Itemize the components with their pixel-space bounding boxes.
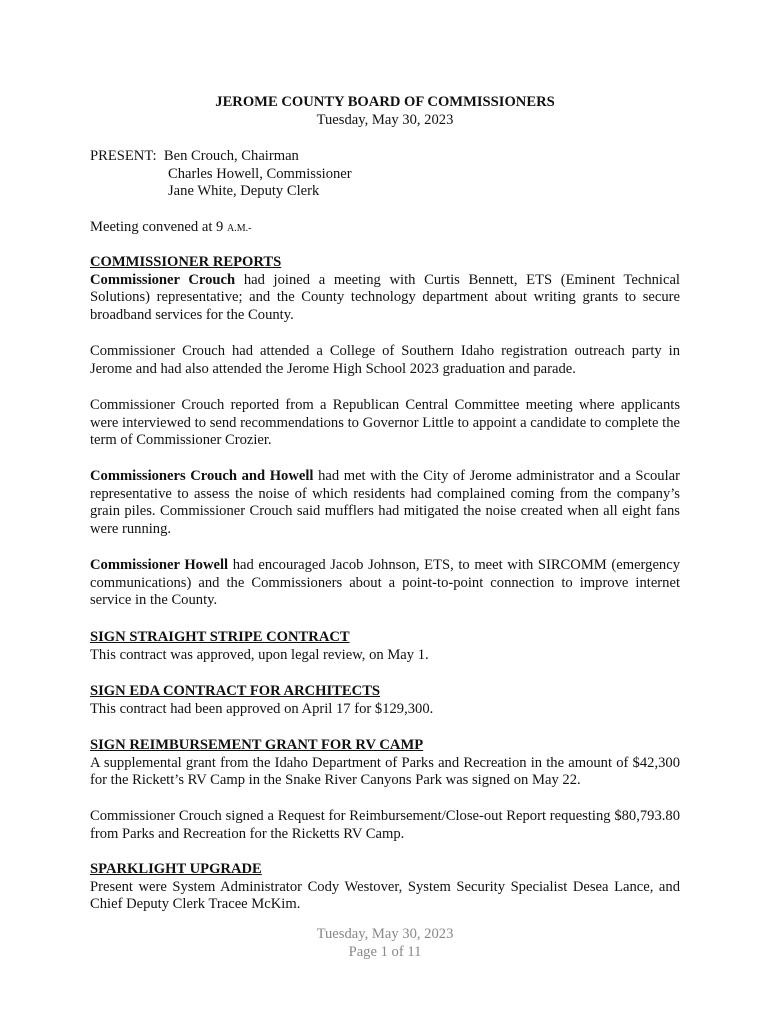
sparklight-section [90,861,680,914]
section-heading: SPARKLIGHT UPGRADE [90,861,262,877]
report-text: had joined a meeting with Curtis Bennett, ETS (Eminent Technical Solutions) representative; and the County technology department about writing grants to secure broadband services for the County. [90,271,680,323]
present-label: PRESENT: [90,148,157,164]
eda-contract-section [90,683,680,718]
section-heading: SIGN REIMBURSEMENT GRANT FOR RV CAMP [90,737,424,753]
report-paragraph [90,272,680,325]
attendee-2: Charles Howell, Commissioner [168,165,352,182]
section-heading: SIGN EDA CONTRACT FOR ARCHITECTS [90,683,381,699]
section-text: Commissioner Crouch signed a Request for Reimbursement/Close-out Report requesting $80,793.80 from Parks and Recreation for the Ricketts RV Camp. [90,808,680,842]
commissioner-reports-section [90,254,680,324]
convened-end: - [248,223,252,234]
report-paragraph: Commissioner Crouch reported from a Republican Central Committee meeting where applicants were interviewed to send recommendations to Governor Little to appoint a candidate to complete the term of Commissioner Crozier. [90,397,680,448]
page-number: Page 1 of 11 [348,943,422,960]
section-text: A supplemental grant from the Idaho Department of Parks and Recreation in the amount of $42,300 for the Rickett’s RV Camp in the Snake River Canyons Park was signed on May 22. [90,754,680,788]
report-paragraph [90,468,680,538]
section-heading: COMMISSIONER REPORTS [90,254,282,270]
attendee-3: Jane White, Deputy Clerk [168,183,320,199]
report-paragraph [90,557,680,610]
convened-line [90,219,251,238]
section-text: This contract was approved, upon legal review, on May 1. [90,646,429,663]
page-footer [0,926,770,961]
section-text: This contract had been approved on April 17 for $129,300. [90,700,434,717]
convened-time: A.M. [226,223,249,234]
section-text: Present were System Administrator Cody Westover, System Security Specialist Desea Lance, and Chief Deputy Clerk Tracee McKim. [90,878,680,912]
present-section [90,148,680,201]
document-header [90,94,680,129]
attendee-1: Ben Crouch, Chairman [163,148,299,164]
footer-date: Tuesday, May 30, 2023 [316,926,454,942]
report-paragraph: Commissioner Crouch had attended a College of Southern Idaho registration outreach party in Jerome and had also attended the Jerome High School 2023 graduation and parade. [90,343,680,377]
report-subject: Commissioners Crouch and Howell [90,468,314,484]
report-subject: Commissioner Howell [90,557,229,573]
report-text: had encouraged Jacob Johnson, ETS, to meet with SIRCOMM (emergency communications) and the Commissioners about a point-to-point connection to improve internet service in the County. [90,557,680,608]
convened-text: Meeting convened at 9 [90,219,227,235]
present-line [90,148,680,166]
meeting-date: Tuesday, May 30, 2023 [316,111,454,128]
document-title: JEROME COUNTY BOARD OF COMMISSIONERS [215,94,555,110]
straight-stripe-section [90,629,680,664]
section-heading: SIGN STRAIGHT STRIPE CONTRACT [90,629,350,645]
report-text: had met with the City of Jerome administrator and a Scoular representative to assess the noise of which residents had complained coming from the company’s grain piles. Commissioner Crouch said mufflers had mitigated the noise created when all eight fans were running. [90,468,680,537]
report-subject: Commissioner Crouch [90,271,236,288]
rv-camp-section [90,737,680,790]
